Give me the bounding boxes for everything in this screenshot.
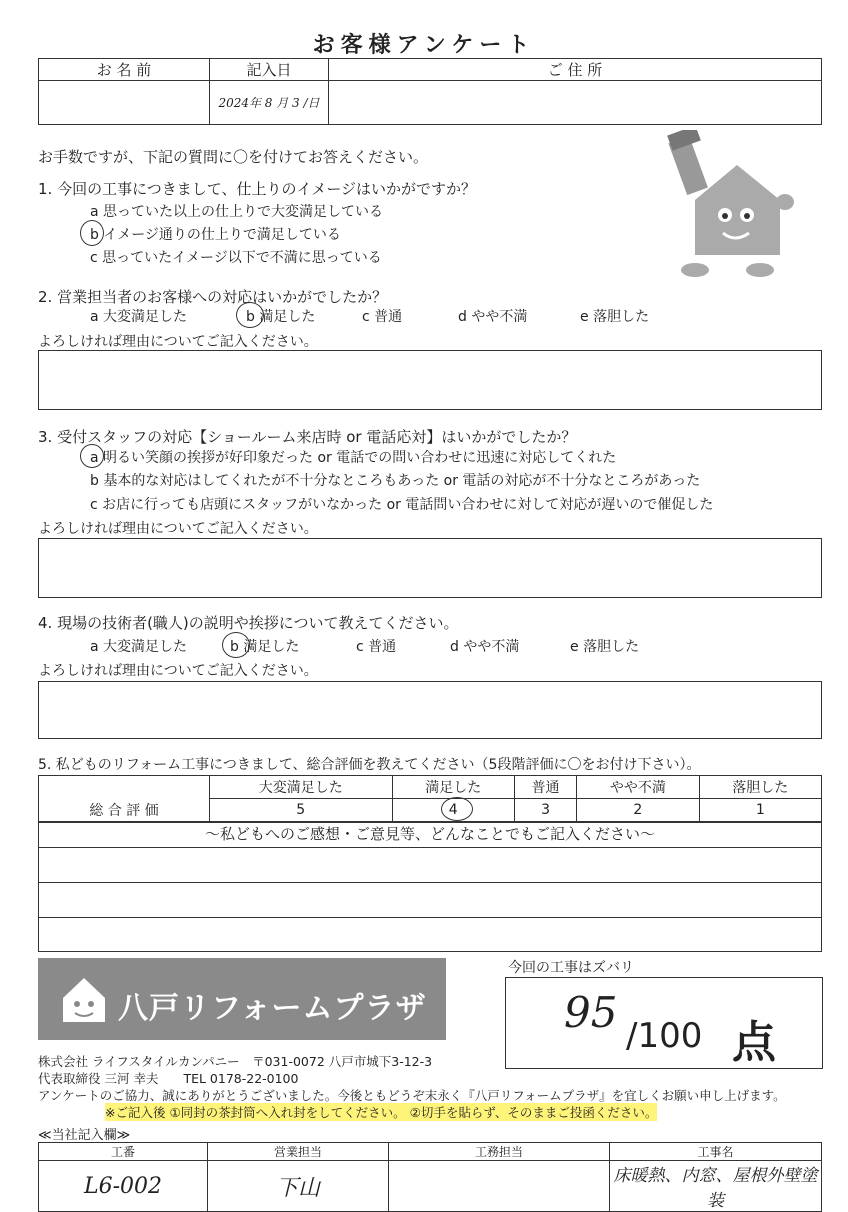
q3-option-b[interactable]: b 基本的な対応はしてくれたが不十分なところもあった or 電話の対応が不十分なところがあった [90, 473, 701, 489]
comment-lines [39, 848, 821, 952]
overall-rating-label: 総 合 評 価 [39, 799, 210, 822]
customer-info-table [38, 58, 822, 125]
rating-selected-circle [441, 797, 473, 821]
project-name-label: 工事名 [610, 1143, 822, 1161]
company-logo-text: 八戸リフォームプラザ [118, 991, 427, 1026]
q3-selected-circle [80, 444, 104, 468]
form-title: お客様アンケート [312, 33, 536, 58]
q4-option-c[interactable]: c 普通 [356, 639, 397, 655]
q1-selected-circle [80, 220, 104, 246]
rating-score-4[interactable] [392, 799, 514, 822]
q1-option-c[interactable]: c 思っていたイメージ以下で不満に思っている [90, 250, 382, 266]
q1-option-a[interactable]: a 思っていた以上の仕上りで大変満足している [90, 204, 384, 220]
intro-text: お手数ですが、下記の質問に〇を付けてお答えください。 [38, 148, 429, 166]
comment-title: ～私どもへのご感想・ご意見等、どんなことでもご記入ください～ [39, 823, 821, 848]
rating-score-5[interactable]: 5 [210, 799, 393, 822]
job-number-value[interactable]: L6-002 [39, 1161, 208, 1212]
q2-option-a[interactable]: a 大変満足した [90, 309, 188, 325]
overall-rating-table [38, 775, 822, 822]
name-label: お 名 前 [39, 59, 210, 81]
construction-rep-label: 工務担当 [389, 1143, 610, 1161]
address-field[interactable] [329, 81, 822, 125]
thanks-message: アンケートのご協力、誠にありがとうございました。今後ともどうぞ末永く『八戸リフォームプラザ』を宜しくお願い申し上げます。 [38, 1088, 786, 1103]
rating-header-5: 大変満足した [210, 776, 393, 799]
name-field[interactable] [39, 81, 210, 125]
score-unit: 点 [732, 1017, 776, 1068]
score-value: 95 [564, 988, 618, 1037]
rating-score-2[interactable]: 2 [577, 799, 699, 822]
q2-reason-label: よろしければ理由についてご記入ください。 [38, 334, 318, 350]
q3-reason-box[interactable] [38, 538, 822, 598]
project-name-value[interactable]: 床暖熱、内窓、屋根外壁塗装 [610, 1161, 822, 1212]
q4-option-e[interactable]: e 落胆した [570, 639, 640, 655]
date-value: 2024年 8 月 3 /日 [218, 96, 320, 110]
q2-option-b[interactable]: b 満足した [246, 309, 316, 325]
house-mascot-icon [655, 130, 800, 280]
q4-reason-label: よろしければ理由についてご記入ください。 [38, 663, 318, 679]
company-address: 株式会社 ライフスタイルカンパニー 〒031-0072 八戸市城下3-12-3 [38, 1054, 433, 1069]
q3-reason-label: よろしければ理由についてご記入ください。 [38, 521, 318, 537]
rating-header-3: 普通 [514, 776, 576, 799]
q4-option-a[interactable]: a 大変満足した [90, 639, 188, 655]
rating-header-1: 落胆した [699, 776, 821, 799]
comment-box[interactable] [38, 822, 822, 952]
mailing-notice: ※ご記入後 ①同封の茶封筒へ入れ封をしてください。 ②切手を貼らず、そのままご投函ください。 [105, 1105, 658, 1120]
score-label: 今回の工事はズバリ [508, 960, 634, 976]
q1-text: 1. 今回の工事につきまして、仕上りのイメージはいかがですか？ [38, 180, 477, 198]
internal-section-title: ≪当社記入欄≫ [38, 1128, 131, 1143]
q4-option-b[interactable]: b 満足した [230, 639, 300, 655]
company-contact: 代表取締役 三河 幸夫 TEL 0178-22-0100 [38, 1071, 299, 1086]
q2-option-c[interactable]: c 普通 [362, 309, 403, 325]
q4-selected-circle [222, 632, 250, 658]
score-max: /100 [626, 1016, 703, 1056]
address-label: ご 住 所 [329, 59, 822, 81]
q2-option-d[interactable]: d やや不満 [458, 309, 528, 325]
logo-mascot-icon [55, 970, 113, 1030]
q3-option-a[interactable]: a 明るい笑顔の挨拶が好印象だった or 電話での問い合わせに迅速に対応してくれた [90, 450, 617, 466]
q2-reason-box[interactable] [38, 350, 822, 410]
date-field[interactable] [210, 81, 329, 125]
rating-header-4: 満足した [392, 776, 514, 799]
rating-score-3[interactable]: 3 [514, 799, 576, 822]
q1-option-b[interactable]: b イメージ通りの仕上りで満足している [90, 227, 341, 243]
q5-text: 5. 私どものリフォーム工事につきまして、総合評価を教えてください（5段階評価に〇をお付け下さい）。 [38, 757, 701, 773]
q3-text: 3. 受付スタッフの対応【ショールーム来店時 or 電話応対】はいかがでしたか？ [38, 428, 577, 446]
q3-option-c[interactable]: c お店に行っても店頭にスタッフがいなかった or 電話問い合わせに対して対応が遅いので催促した [90, 497, 714, 513]
q4-text: 4. 現場の技術者(職人)の説明や挨拶について教えてください。 [38, 614, 459, 632]
internal-use-table [38, 1142, 822, 1212]
q2-option-e[interactable]: e 落胆した [580, 309, 650, 325]
job-number-label: 工番 [39, 1143, 208, 1161]
q2-selected-circle [236, 302, 264, 328]
q2-text: 2. 営業担当者のお客様への対応はいかがでしたか？ [38, 288, 388, 306]
date-label: 記入日 [210, 59, 329, 81]
construction-rep-value[interactable] [389, 1161, 610, 1212]
rating-score-4-value: 4 [448, 802, 458, 818]
q4-option-d[interactable]: d やや不満 [450, 639, 520, 655]
sales-rep-value[interactable]: 下山 [208, 1161, 389, 1212]
sales-rep-label: 営業担当 [208, 1143, 389, 1161]
score-box[interactable] [505, 977, 823, 1069]
rating-header-2: やや不満 [577, 776, 699, 799]
rating-score-1[interactable]: 1 [699, 799, 821, 822]
q4-reason-box[interactable] [38, 681, 822, 739]
